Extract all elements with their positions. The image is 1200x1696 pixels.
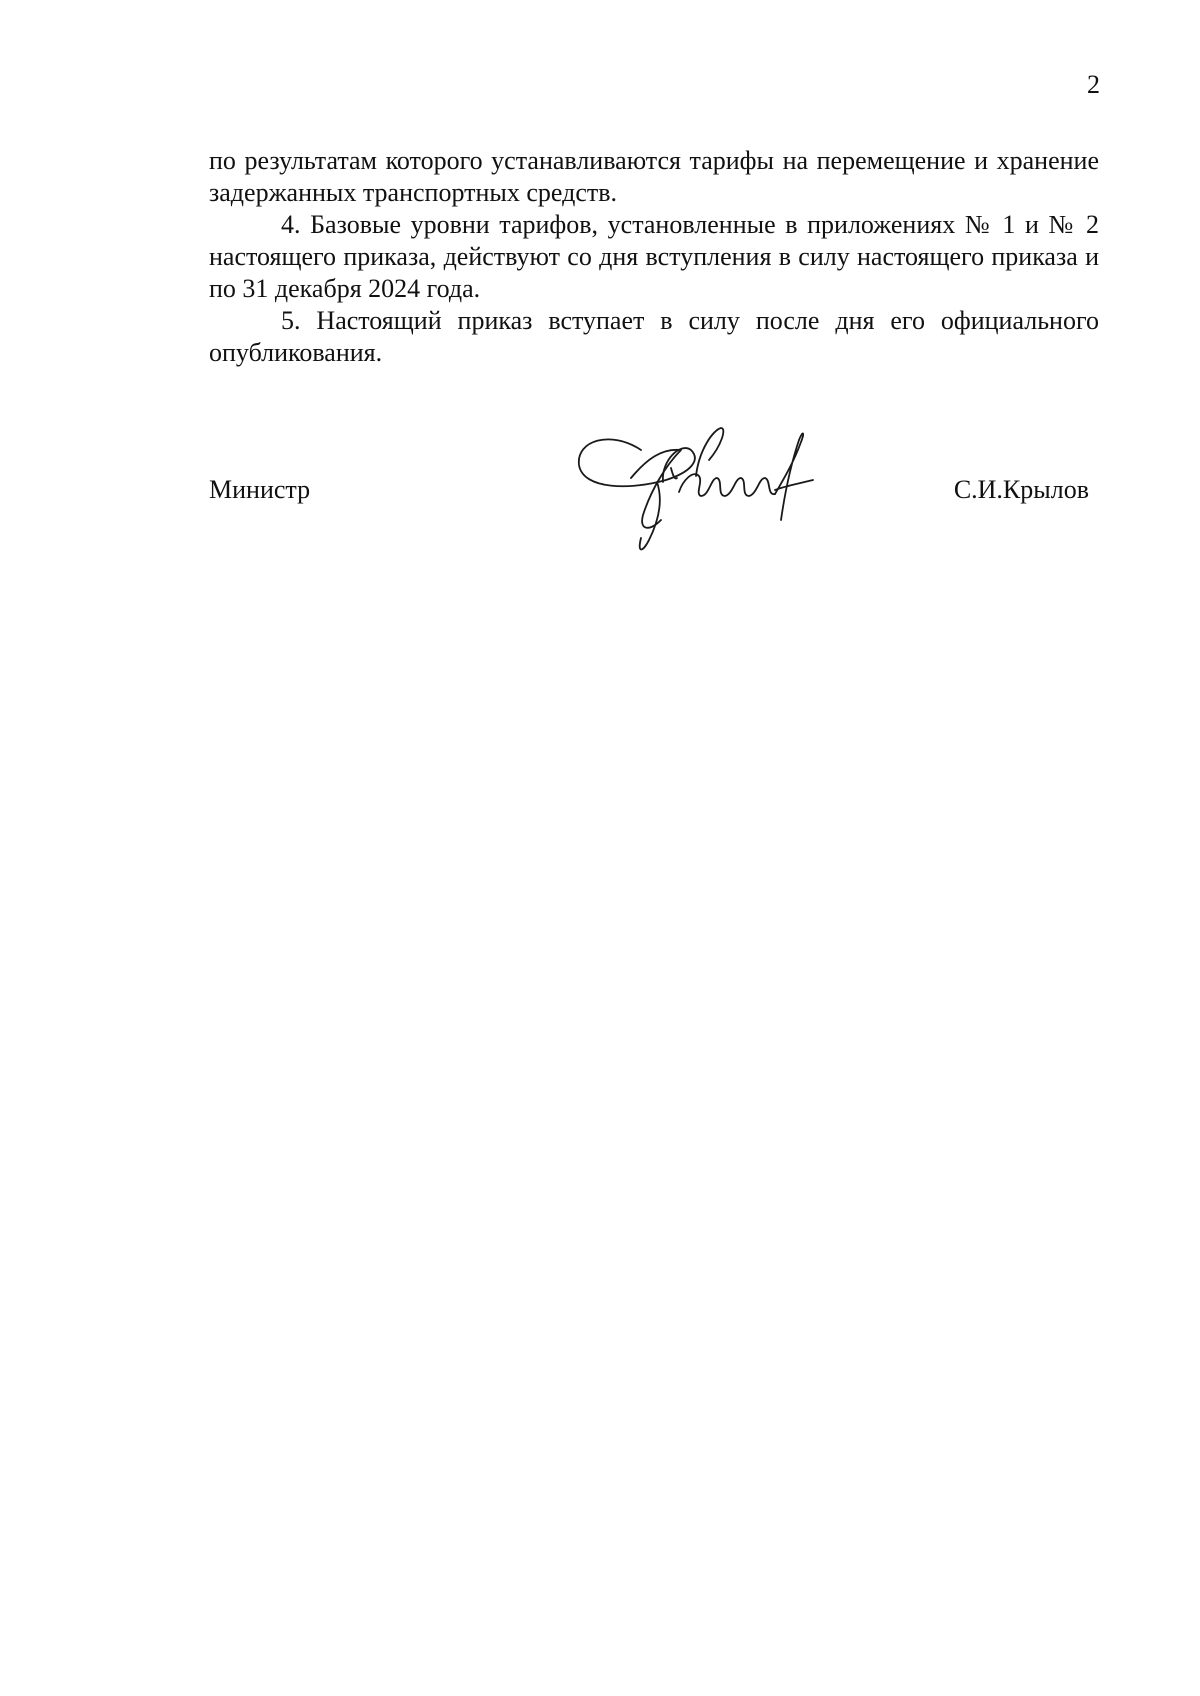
handwritten-signature: [571, 420, 841, 560]
page-number: 2: [1087, 70, 1100, 99]
signature-graphic: [571, 420, 841, 560]
signer-position: Министр: [209, 475, 311, 504]
paragraph-item-5: 5. Настоящий приказ вступает в силу после дня его официального опубликования.: [209, 306, 1099, 367]
signature-block: [209, 420, 1099, 570]
signer-name: С.И.Крылов: [953, 475, 1089, 504]
paragraph-continuation: по результатам которого устанавливаются тарифы на перемещение и хранение задержанных транспортных средств.: [209, 146, 1099, 207]
document-body: [209, 145, 1099, 369]
paragraph-item-4: 4. Базовые уровни тарифов, установленные в приложениях № 1 и № 2 настоящего приказа, действуют со дня вступления в силу настоящего приказа и по 31 декабря 2024 года.: [209, 210, 1099, 303]
